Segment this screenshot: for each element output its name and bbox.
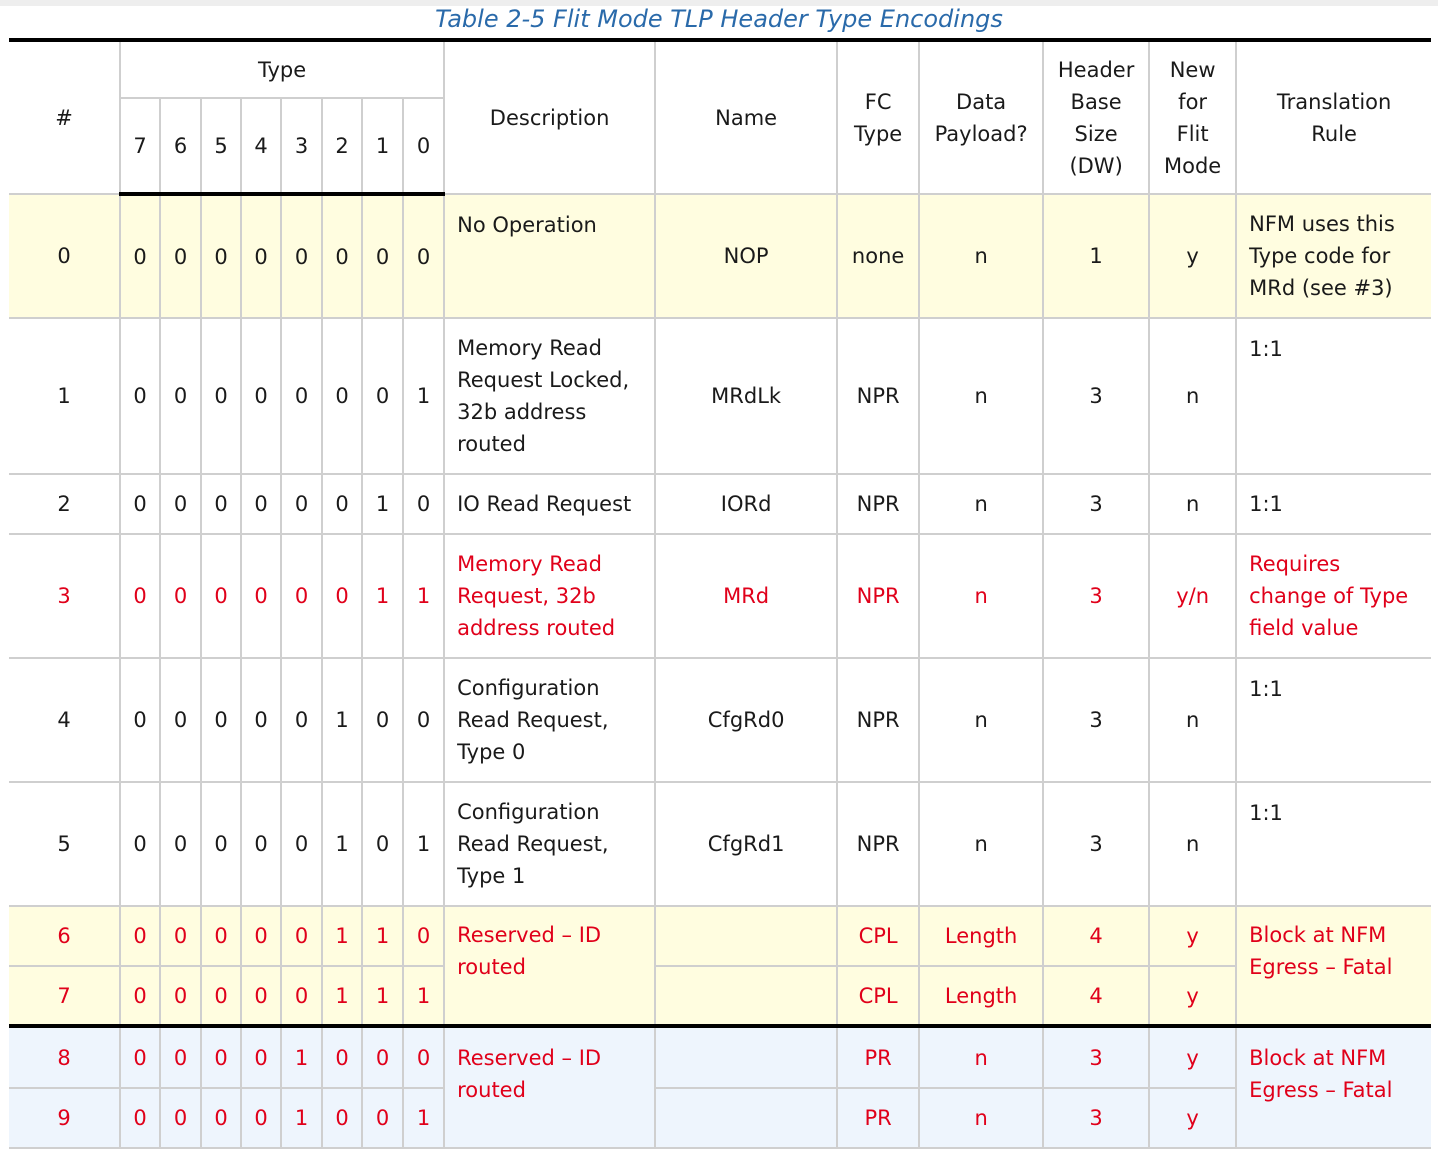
header-base-size: Header Base Size (DW): [1043, 40, 1149, 194]
bit-cell: 0: [160, 1026, 201, 1088]
bit-cell: 0: [160, 474, 201, 534]
bit-cell: 0: [241, 658, 281, 782]
header-bit-2: 2: [322, 98, 362, 194]
table-caption: Table 2-5 Flit Mode TLP Header Type Encodings: [435, 5, 1003, 33]
bit-cell: 0: [201, 318, 241, 474]
table-row: [9, 966, 1431, 1026]
size-cell: 3: [1043, 658, 1149, 782]
row-num: 8: [9, 1026, 120, 1088]
size-cell: 3: [1043, 782, 1149, 906]
new-cell: y/n: [1149, 534, 1236, 658]
bit-cell: 0: [322, 318, 362, 474]
row-num: 2: [9, 474, 120, 534]
bit-cell: 0: [201, 1088, 241, 1148]
row-num: 5: [9, 782, 120, 906]
payload-cell: n: [919, 474, 1043, 534]
bit-cell: 0: [120, 534, 160, 658]
bit-cell: 0: [322, 474, 362, 534]
bit-cell: 1: [362, 534, 403, 658]
name-cell: [655, 966, 837, 1026]
payload-cell: n: [919, 194, 1043, 318]
bit-cell: 0: [362, 1088, 403, 1148]
payload-cell: n: [919, 782, 1043, 906]
bit-cell: 0: [362, 318, 403, 474]
bit-cell: 0: [362, 194, 403, 318]
table-row: [9, 906, 1431, 966]
bit-cell: 0: [281, 966, 322, 1026]
table-row: [9, 534, 1431, 658]
bit-cell: 0: [160, 318, 201, 474]
bit-cell: 1: [322, 966, 362, 1026]
bit-cell: 0: [241, 318, 281, 474]
bit-cell: 0: [120, 318, 160, 474]
bit-cell: 0: [281, 474, 322, 534]
fc-type-cell: PR: [837, 1088, 919, 1148]
description-cell: Reserved – ID routed: [444, 906, 655, 1026]
size-cell: 3: [1043, 534, 1149, 658]
rule-cell: 1:1: [1236, 658, 1431, 782]
table-row: [9, 474, 1431, 534]
header-name: Name: [655, 40, 837, 194]
new-cell: n: [1149, 782, 1236, 906]
new-cell: n: [1149, 318, 1236, 474]
bit-cell: 0: [403, 194, 444, 318]
header-bit-1: 1: [362, 98, 403, 194]
new-cell: y: [1149, 194, 1236, 318]
fc-type-cell: NPR: [837, 318, 919, 474]
bit-cell: 0: [160, 1088, 201, 1148]
bit-cell: 0: [241, 966, 281, 1026]
bit-cell: 0: [241, 194, 281, 318]
bit-cell: 0: [241, 474, 281, 534]
bit-cell: 0: [160, 534, 201, 658]
new-cell: y: [1149, 906, 1236, 966]
size-cell: 3: [1043, 474, 1149, 534]
bit-cell: 0: [120, 474, 160, 534]
fc-type-cell: CPL: [837, 966, 919, 1026]
bit-cell: 0: [241, 782, 281, 906]
bit-cell: 0: [201, 658, 241, 782]
new-cell: n: [1149, 658, 1236, 782]
description-cell: IO Read Request: [444, 474, 655, 534]
bit-cell: 0: [403, 906, 444, 966]
rule-cell: Block at NFM Egress – Fatal: [1236, 1026, 1431, 1148]
bit-cell: 0: [201, 1026, 241, 1088]
bit-cell: 1: [403, 534, 444, 658]
bit-cell: 0: [201, 474, 241, 534]
header-bit-4: 4: [241, 98, 281, 194]
bit-cell: 0: [322, 194, 362, 318]
bit-cell: 0: [160, 966, 201, 1026]
header-type: Type: [120, 40, 444, 98]
name-cell: IORd: [655, 474, 837, 534]
payload-cell: Length: [919, 906, 1043, 966]
new-cell: y: [1149, 966, 1236, 1026]
header-data-payload: Data Payload?: [919, 40, 1043, 194]
fc-type-cell: PR: [837, 1026, 919, 1088]
rule-cell: Block at NFM Egress – Fatal: [1236, 906, 1431, 1026]
fc-type-cell: none: [837, 194, 919, 318]
bit-cell: 0: [241, 1026, 281, 1088]
payload-cell: n: [919, 1026, 1043, 1088]
rule-cell: NFM uses this Type code for MRd (see #3): [1236, 194, 1431, 318]
table-row: [9, 318, 1431, 474]
name-cell: MRd: [655, 534, 837, 658]
fc-type-cell: NPR: [837, 534, 919, 658]
fc-type-cell: CPL: [837, 906, 919, 966]
table-row: [9, 658, 1431, 782]
bit-cell: 0: [201, 906, 241, 966]
bit-cell: 0: [241, 534, 281, 658]
name-cell: CfgRd1: [655, 782, 837, 906]
bit-cell: 0: [403, 474, 444, 534]
description-cell: Memory Read Request Locked, 32b address routed: [444, 318, 655, 474]
bit-cell: 0: [120, 194, 160, 318]
header-num: #: [9, 40, 120, 194]
row-num: 1: [9, 318, 120, 474]
bit-cell: 0: [322, 1088, 362, 1148]
description-cell: Reserved – ID routed: [444, 1026, 655, 1148]
new-cell: y: [1149, 1026, 1236, 1088]
table-row: [9, 194, 1431, 318]
bit-cell: 0: [201, 782, 241, 906]
header-bit-6: 6: [160, 98, 201, 194]
size-cell: 4: [1043, 906, 1149, 966]
row-num: 9: [9, 1088, 120, 1148]
header-bit-5: 5: [201, 98, 241, 194]
rule-cell: 1:1: [1236, 318, 1431, 474]
bit-cell: 0: [120, 1088, 160, 1148]
payload-cell: n: [919, 658, 1043, 782]
bit-cell: 0: [362, 1026, 403, 1088]
bit-cell: 1: [322, 658, 362, 782]
header-translation-rule: Translation Rule: [1236, 40, 1431, 194]
rule-cell: 1:1: [1236, 782, 1431, 906]
size-cell: 4: [1043, 966, 1149, 1026]
row-num: 0: [9, 194, 120, 318]
bit-cell: 0: [120, 1026, 160, 1088]
bit-cell: 1: [362, 906, 403, 966]
bit-cell: 1: [362, 474, 403, 534]
bit-cell: 0: [403, 1026, 444, 1088]
name-cell: MRdLk: [655, 318, 837, 474]
fc-type-cell: NPR: [837, 474, 919, 534]
bit-cell: 0: [201, 966, 241, 1026]
new-cell: n: [1149, 474, 1236, 534]
table-row: [9, 782, 1431, 906]
bit-cell: 0: [241, 1088, 281, 1148]
bit-cell: 0: [281, 782, 322, 906]
name-cell: NOP: [655, 194, 837, 318]
bit-cell: 0: [160, 194, 201, 318]
bit-cell: 0: [281, 318, 322, 474]
name-cell: [655, 1088, 837, 1148]
fc-type-cell: NPR: [837, 782, 919, 906]
size-cell: 3: [1043, 1088, 1149, 1148]
bit-cell: 0: [281, 906, 322, 966]
description-cell: Memory Read Request, 32b address routed: [444, 534, 655, 658]
header-new-for-flit-mode: New for Flit Mode: [1149, 40, 1236, 194]
bit-cell: 0: [241, 906, 281, 966]
payload-cell: n: [919, 534, 1043, 658]
name-cell: [655, 906, 837, 966]
bit-cell: 0: [403, 658, 444, 782]
bit-cell: 1: [322, 906, 362, 966]
rule-cell: 1:1: [1236, 474, 1431, 534]
table-row: [9, 1088, 1431, 1148]
bit-cell: 0: [281, 194, 322, 318]
bit-cell: 0: [362, 658, 403, 782]
rule-cell: Requires change of Type field value: [1236, 534, 1431, 658]
description-cell: Configuration Read Request, Type 0: [444, 658, 655, 782]
bit-cell: 0: [160, 906, 201, 966]
new-cell: y: [1149, 1088, 1236, 1148]
bit-cell: 1: [403, 318, 444, 474]
bit-cell: 1: [281, 1088, 322, 1148]
bit-cell: 1: [322, 782, 362, 906]
fc-type-cell: NPR: [837, 658, 919, 782]
bit-cell: 0: [281, 534, 322, 658]
payload-cell: n: [919, 1088, 1043, 1148]
bit-cell: 0: [160, 782, 201, 906]
name-cell: CfgRd0: [655, 658, 837, 782]
bit-cell: 1: [362, 966, 403, 1026]
row-num: 7: [9, 966, 120, 1026]
bit-cell: 1: [281, 1026, 322, 1088]
header-description: Description: [444, 40, 655, 194]
payload-cell: n: [919, 318, 1043, 474]
description-cell: No Operation: [444, 194, 655, 318]
bit-cell: 0: [120, 906, 160, 966]
table-row: [9, 1026, 1431, 1088]
header-bit-7: 7: [120, 98, 160, 194]
description-cell: Configuration Read Request, Type 1: [444, 782, 655, 906]
header-bit-0: 0: [403, 98, 444, 194]
bit-cell: 1: [403, 1088, 444, 1148]
bit-cell: 0: [120, 966, 160, 1026]
tlp-type-encodings-table: [9, 38, 1431, 1149]
bit-cell: 1: [403, 966, 444, 1026]
size-cell: 3: [1043, 318, 1149, 474]
size-cell: 3: [1043, 1026, 1149, 1088]
payload-cell: Length: [919, 966, 1043, 1026]
bit-cell: 0: [281, 658, 322, 782]
bit-cell: 0: [362, 782, 403, 906]
bit-cell: 0: [322, 534, 362, 658]
row-num: 6: [9, 906, 120, 966]
bit-cell: 0: [201, 534, 241, 658]
bit-cell: 0: [201, 194, 241, 318]
name-cell: [655, 1026, 837, 1088]
bit-cell: 0: [120, 658, 160, 782]
bit-cell: 1: [403, 782, 444, 906]
header-fc-type: FC Type: [837, 40, 919, 194]
row-num: 3: [9, 534, 120, 658]
bit-cell: 0: [322, 1026, 362, 1088]
header-bit-3: 3: [281, 98, 322, 194]
bit-cell: 0: [160, 658, 201, 782]
bit-cell: 0: [120, 782, 160, 906]
row-num: 4: [9, 658, 120, 782]
size-cell: 1: [1043, 194, 1149, 318]
